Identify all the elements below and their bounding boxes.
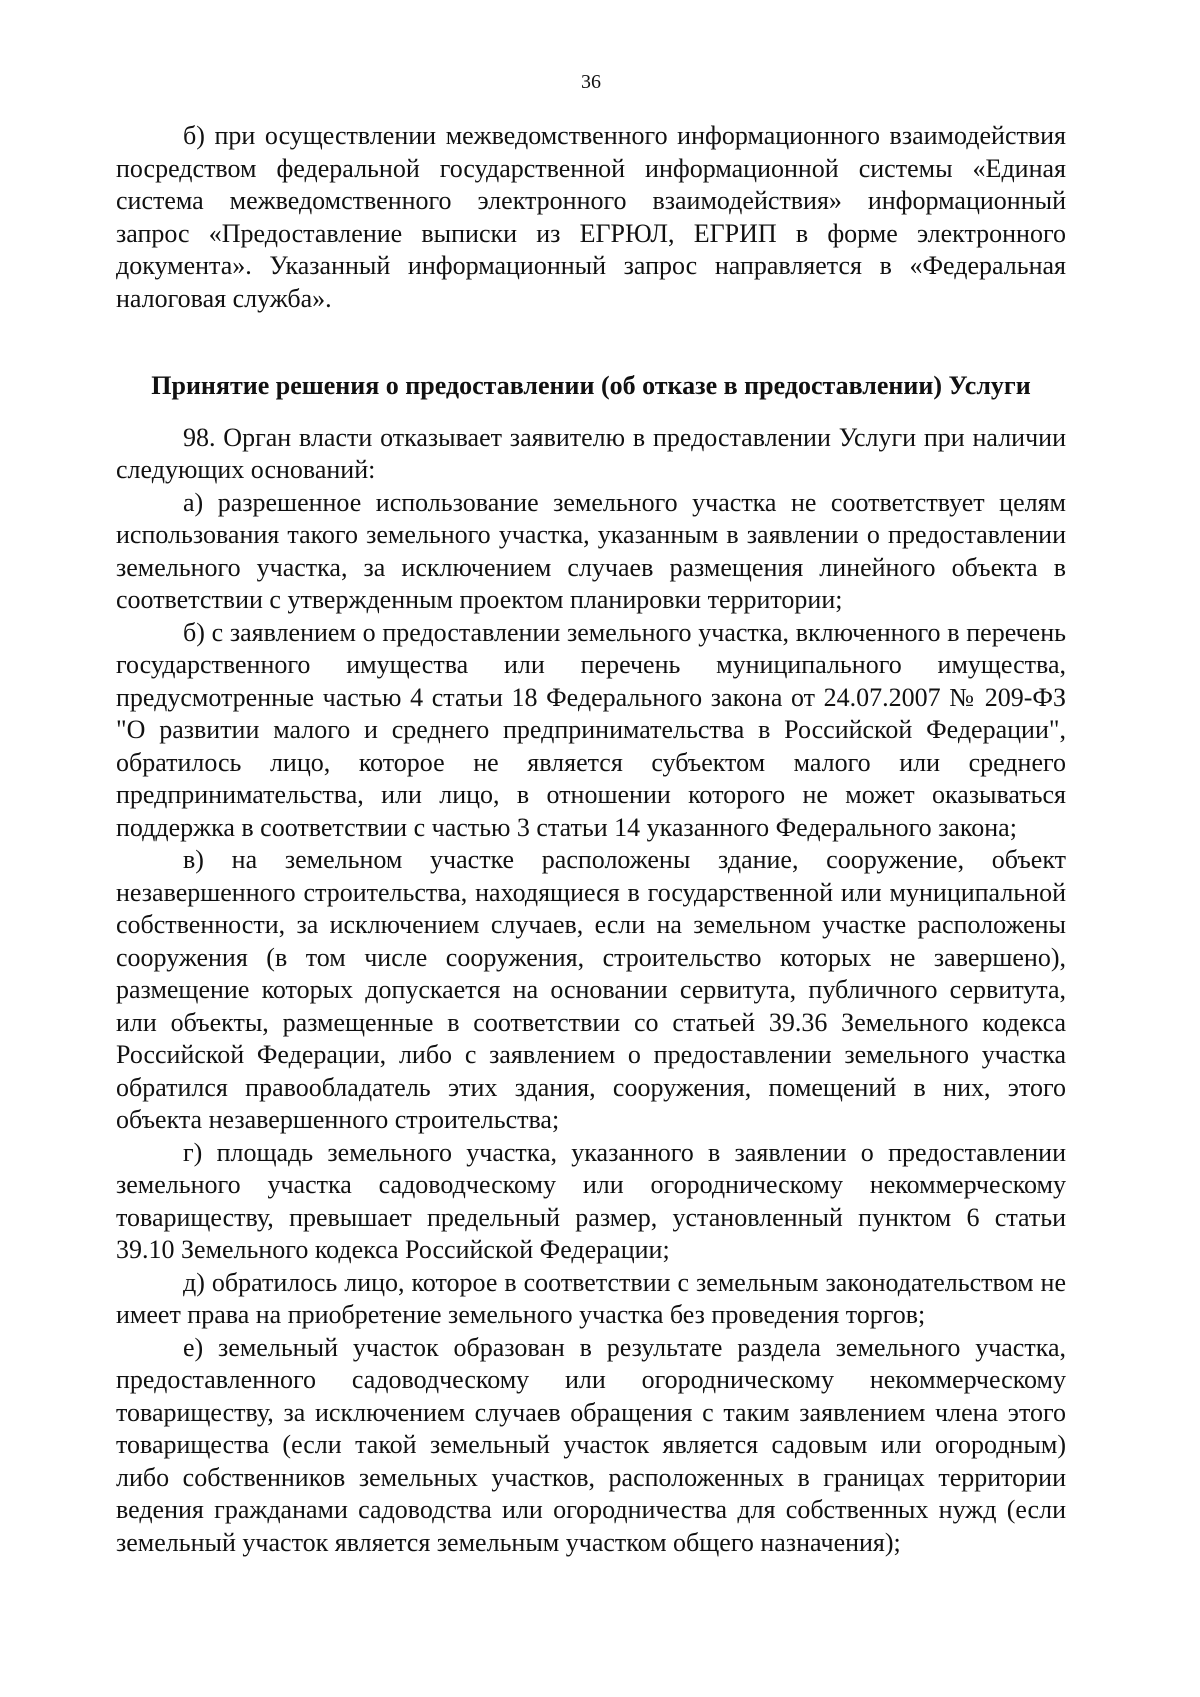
document-body — [116, 120, 1066, 1559]
paragraph-98: 98. Орган власти отказывает заявителю в предоставлении Услуги при наличии следующих оснований: — [116, 422, 1066, 484]
section-heading: Принятие решения о предоставлении (об отказе в предоставлении) Услуги — [151, 371, 1031, 400]
paragraph-98-b: б) с заявлением о предоставлении земельного участка, включенного в перечень государственного имущества или перечень муниципального имущества, предусмотренные частью 4 статьи 18 Федерального закона от 24.07.2007 № 209-ФЗ "О развитии малого и среднего предпринимательства в Российской Федерации", обратилось лицо, которое не является субъектом малого или среднего предпринимательства, или лицо, в отношении которого не может оказываться поддержка в соответствии с частью 3 статьи 14 указанного Федерального закона; — [116, 617, 1066, 842]
paragraph-98-e: е) земельный участок образован в результате раздела земельного участка, предоставленного садоводческому или огородническому некоммерческому товариществу, за исключением случаев обращения с таким заявлением члена этого товарищества (если такой земельный участок является садовым или огородным) либо собственников земельных участков, расположенных в границах территории ведения гражданами садоводства или огородничества для собственных нужд (если земельный участок является земельным участком общего назначения); — [116, 1332, 1066, 1557]
paragraph-98-d: д) обратилось лицо, которое в соответствии с земельным законодательством не имеет права на приобретение земельного участка без проведения торгов; — [116, 1267, 1066, 1329]
paragraph-b-interagency-request: б) при осуществлении межведомственного информационного взаимодействия посредством федеральной государственной информационной системы «Единая система межведомственного электронного взаимодействия» информационный запрос «Предоставление выписки из ЕГРЮЛ, ЕГРИП в форме электронного документа». Указанный информационный запрос направляется в «Федеральная налоговая служба». — [116, 121, 1066, 313]
page-number: 36 — [581, 71, 601, 93]
paragraph-98-a: а) разрешенное использование земельного участка не соответствует целям использования такого земельного участка, указанным в заявлении о предоставлении земельного участка, за исключением случаев размещения линейного объекта в соответствии с утвержденным проектом планировки территории; — [116, 487, 1066, 614]
paragraph-98-v: в) на земельном участке расположены здание, сооружение, объект незавершенного строительства, находящиеся в государственной или муниципальной собственности, за исключением случаев, если на земельном участке расположены сооружения (в том числе сооружения, строительство которых не завершено), размещение которых допускается на основании сервитута, публичного сервитута, или объекты, размещенные в соответствии со статьей 39.36 Земельного кодекса Российской Федерации, либо с заявлением о предоставлении земельного участка обратился правообладатель этих здания, сооружения, помещений в них, этого объекта незавершенного строительства; — [116, 845, 1066, 1134]
paragraph-98-g: г) площадь земельного участка, указанного в заявлении о предоставлении земельного участка садоводческому или огородническому некоммерческому товариществу, превышает предельный размер, установленный пунктом 6 статьи 39.10 Земельного кодекса Российской Федерации; — [116, 1137, 1066, 1264]
